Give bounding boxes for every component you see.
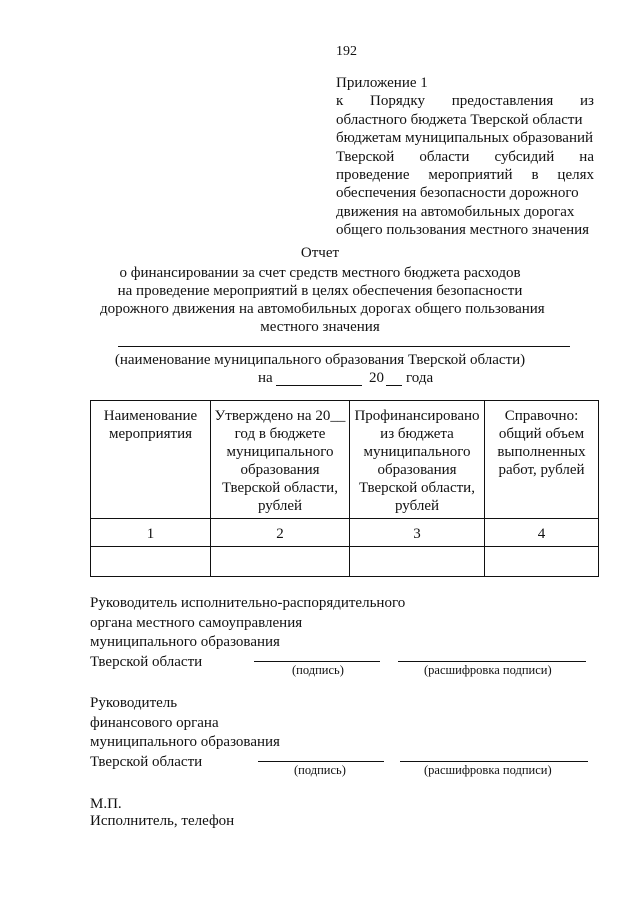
header-line: Профинансировано	[354, 408, 480, 424]
report-subtitle-line: о финансировании за счет средств местного бюджета расходов	[119, 265, 521, 281]
signature2-sign-line[interactable]	[258, 761, 384, 762]
appendix-word: проведение	[336, 167, 410, 184]
table-cell[interactable]	[91, 547, 211, 577]
header-line: мероприятия	[108, 426, 193, 442]
report-subtitle-line: дорожного движения на автомобильных дорогах общего пользования	[100, 301, 545, 317]
table-header-cell	[211, 401, 350, 519]
header-line: рублей	[257, 498, 303, 514]
header-line: Наименование	[103, 408, 198, 424]
header-line: образования	[240, 462, 320, 478]
header-line: образования	[377, 462, 457, 478]
signature1-line: органа местного самоуправления	[90, 614, 303, 631]
header-line: муниципального	[226, 444, 334, 460]
table-row	[91, 547, 599, 577]
appendix-word: мероприятий	[428, 167, 513, 184]
signature2-decode-caption: (расшифровка подписи)	[424, 763, 552, 777]
signature2-line: Тверской области	[90, 753, 203, 770]
signature2-decode-line[interactable]	[400, 761, 588, 762]
header-line: выполненных	[497, 444, 586, 460]
header-line: Тверской области,	[359, 480, 475, 496]
signature1-sign-caption: (подпись)	[292, 663, 344, 677]
appendix-line: движения на автомобильных дорогах	[336, 203, 575, 220]
executor-label: Исполнитель, телефон	[90, 813, 235, 829]
column-number: 2	[211, 519, 350, 547]
table-header-cell	[91, 401, 211, 519]
appendix-word: целях	[557, 167, 594, 184]
page-number: 192	[336, 44, 357, 59]
appendix-line	[336, 92, 594, 110]
table-cell[interactable]	[211, 547, 350, 577]
table-header-row	[91, 401, 599, 519]
header-line: из бюджета	[380, 426, 454, 442]
column-number: 4	[485, 519, 599, 547]
table-number-row	[91, 519, 599, 547]
report-title: Отчет	[300, 245, 340, 261]
table-cell[interactable]	[485, 547, 599, 577]
stamp-mark: М.П.	[90, 796, 122, 812]
appendix-line	[336, 166, 594, 184]
signature1-line: Руководитель исполнительно-распорядительного	[90, 595, 406, 611]
signature2-line: финансового органа	[90, 714, 219, 731]
header-line: год в бюджете	[234, 426, 326, 442]
date-blank[interactable]	[276, 385, 362, 386]
signature2-line: муниципального образования	[90, 734, 280, 750]
signature1-decode-line[interactable]	[398, 661, 586, 662]
signature1-line: муниципального образования	[90, 634, 280, 650]
table-header-cell	[350, 401, 485, 519]
header-line: Утверждено на 20__	[214, 408, 346, 424]
report-subtitle-line: местного значения	[260, 319, 380, 335]
header-line: рублей	[394, 498, 440, 514]
appendix-line: общего пользования местного значения	[336, 222, 590, 239]
appendix-word: предоставления	[451, 93, 554, 110]
signature1-line: Тверской области	[90, 653, 203, 670]
report-table	[90, 400, 599, 577]
date-prefix: на	[258, 370, 273, 386]
appendix-line: бюджетам муниципальных образований	[336, 130, 594, 147]
header-line: общий объем	[498, 426, 585, 442]
appendix-word: к	[336, 93, 344, 110]
appendix-word: из	[580, 93, 594, 110]
date-year: 20	[369, 370, 384, 386]
year-blank[interactable]	[386, 385, 402, 386]
signature1-sign-line[interactable]	[254, 661, 380, 662]
appendix-word: в	[531, 167, 539, 184]
appendix-word: Порядку	[370, 93, 425, 110]
appendix-title: Приложение 1	[336, 75, 428, 91]
appendix-word: области	[419, 148, 470, 165]
appendix-word: субсидий	[494, 148, 555, 165]
municipality-name-line[interactable]	[118, 346, 570, 347]
signature2-sign-caption: (подпись)	[294, 763, 346, 777]
table-header-cell	[485, 401, 599, 519]
report-subtitle-line: на проведение мероприятий в целях обеспечения безопасности	[117, 283, 523, 299]
appendix-line: обеспечения безопасности дорожного	[336, 185, 579, 202]
header-line: Тверской области,	[222, 480, 338, 496]
appendix-word: на	[579, 148, 594, 165]
column-number: 1	[91, 519, 211, 547]
appendix-line	[336, 148, 594, 166]
header-line: Справочно:	[504, 408, 579, 424]
appendix-word: Тверской	[336, 148, 395, 165]
column-number: 3	[350, 519, 485, 547]
appendix-block	[336, 74, 594, 240]
municipality-caption: (наименование муниципального образования Тверской области)	[114, 352, 526, 368]
header-line: муниципального	[363, 444, 471, 460]
signature1-decode-caption: (расшифровка подписи)	[424, 663, 552, 677]
table-cell[interactable]	[350, 547, 485, 577]
date-suffix: года	[406, 370, 434, 386]
signature2-line: Руководитель	[90, 695, 178, 711]
appendix-line: областного бюджета Тверской области	[336, 111, 583, 128]
header-line: работ, рублей	[498, 462, 585, 478]
